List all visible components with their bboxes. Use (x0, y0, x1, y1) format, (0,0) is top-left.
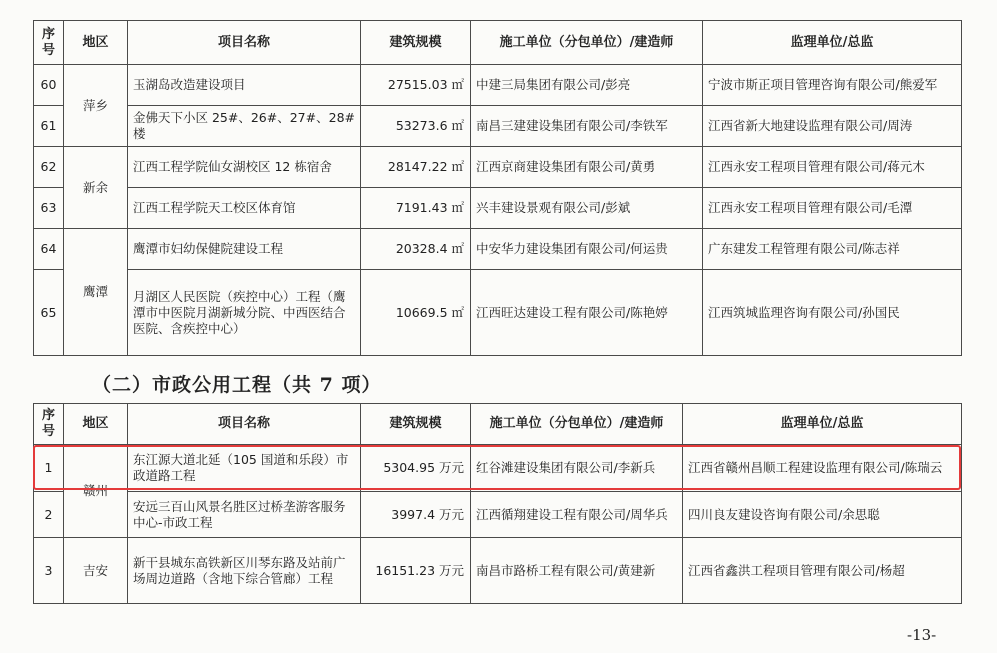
table-row (34, 538, 962, 604)
project-name: 江西工程学院天工校区体育馆 (128, 188, 361, 229)
header-supervisor: 监理单位/总监 (683, 404, 962, 445)
row-seq: 60 (34, 65, 64, 106)
header-seq: 序号 (34, 21, 64, 65)
supervisor: 江西筑城监理咨询有限公司/孙国民 (703, 270, 962, 356)
project-scale: 10669.5 ㎡ (361, 270, 471, 356)
table-row (34, 65, 962, 106)
row-seq: 65 (34, 270, 64, 356)
row-seq: 2 (34, 492, 64, 538)
header-region: 地区 (64, 404, 128, 445)
page-number: -13- (907, 626, 937, 644)
table-header-row (34, 21, 962, 65)
supervisor: 江西永安工程项目管理有限公司/蒋元木 (703, 147, 962, 188)
supervisor: 江西省赣州昌顺工程建设监理有限公司/陈瑞云 (683, 445, 962, 492)
contractor: 江西京商建设集团有限公司/黄勇 (471, 147, 703, 188)
table-row (34, 147, 962, 188)
table-row (34, 106, 962, 147)
row-seq: 62 (34, 147, 64, 188)
header-project: 项目名称 (128, 21, 361, 65)
project-name: 江西工程学院仙女湖校区 12 栋宿舍 (128, 147, 361, 188)
supervisor: 广东建发工程管理有限公司/陈志祥 (703, 229, 962, 270)
table-row (34, 188, 962, 229)
table-row-highlighted (34, 445, 962, 492)
header-seq: 序号 (34, 404, 64, 445)
row-seq: 64 (34, 229, 64, 270)
contractor: 中建三局集团有限公司/彭亮 (471, 65, 703, 106)
contractor: 江西旺达建设工程有限公司/陈艳婷 (471, 270, 703, 356)
contractor: 南昌三建建设集团有限公司/李铁军 (471, 106, 703, 147)
header-contractor: 施工单位（分包单位）/建造师 (471, 21, 703, 65)
contractor: 中安华力建设集团有限公司/何运贵 (471, 229, 703, 270)
project-name: 鹰潭市妇幼保健院建设工程 (128, 229, 361, 270)
region-cell: 新余 (64, 147, 128, 229)
row-seq: 1 (34, 445, 64, 492)
project-scale: 28147.22 ㎡ (361, 147, 471, 188)
contractor: 红谷滩建设集团有限公司/李新兵 (471, 445, 683, 492)
project-name: 金佛天下小区 25#、26#、27#、28#楼 (128, 106, 361, 147)
contractor: 南昌市路桥工程有限公司/黄建新 (471, 538, 683, 604)
supervisor: 江西省新大地建设监理有限公司/周涛 (703, 106, 962, 147)
supervisor: 宁波市斯正项目管理咨询有限公司/熊爱军 (703, 65, 962, 106)
project-name: 安远三百山风景名胜区过桥垄游客服务中心-市政工程 (128, 492, 361, 538)
row-seq: 61 (34, 106, 64, 147)
project-scale: 20328.4 ㎡ (361, 229, 471, 270)
region-cell: 赣州 (64, 445, 128, 538)
project-scale: 3997.4 万元 (361, 492, 471, 538)
header-supervisor: 监理单位/总监 (703, 21, 962, 65)
header-contractor: 施工单位（分包单位）/建造师 (471, 404, 683, 445)
contractor: 江西循翔建设工程有限公司/周华兵 (471, 492, 683, 538)
project-name: 新干县城东高铁新区川琴东路及站前广场周边道路（含地下综合管廊）工程 (128, 538, 361, 604)
municipal-projects-table (33, 403, 962, 604)
header-project: 项目名称 (128, 404, 361, 445)
header-scale: 建筑规模 (361, 404, 471, 445)
table-row (34, 270, 962, 356)
building-projects-table (33, 20, 962, 356)
region-cell: 吉安 (64, 538, 128, 604)
header-scale: 建筑规模 (361, 21, 471, 65)
region-cell: 鹰潭 (64, 229, 128, 356)
project-scale: 16151.23 万元 (361, 538, 471, 604)
project-scale: 7191.43 ㎡ (361, 188, 471, 229)
table-row (34, 492, 962, 538)
row-seq: 63 (34, 188, 64, 229)
supervisor: 江西永安工程项目管理有限公司/毛潭 (703, 188, 962, 229)
supervisor: 江西省鑫洪工程项目管理有限公司/杨超 (683, 538, 962, 604)
project-scale: 27515.03 ㎡ (361, 65, 471, 106)
table-header-row (34, 404, 962, 445)
region-cell: 萍乡 (64, 65, 128, 147)
table-row (34, 229, 962, 270)
contractor: 兴丰建设景观有限公司/彭斌 (471, 188, 703, 229)
project-name: 东江源大道北延（105 国道和乐段）市政道路工程 (128, 445, 361, 492)
header-region: 地区 (64, 21, 128, 65)
supervisor: 四川良友建设咨询有限公司/余思聪 (683, 492, 962, 538)
project-scale: 53273.6 ㎡ (361, 106, 471, 147)
project-name: 月湖区人民医院（疾控中心）工程（鹰潭市中医院月湖新城分院、中西医结合医院、含疾控中心） (128, 270, 361, 356)
row-seq: 3 (34, 538, 64, 604)
section-title: （二）市政公用工程（共 7 项） (92, 374, 382, 396)
project-scale: 5304.95 万元 (361, 445, 471, 492)
project-name: 玉湖岛改造建设项目 (128, 65, 361, 106)
